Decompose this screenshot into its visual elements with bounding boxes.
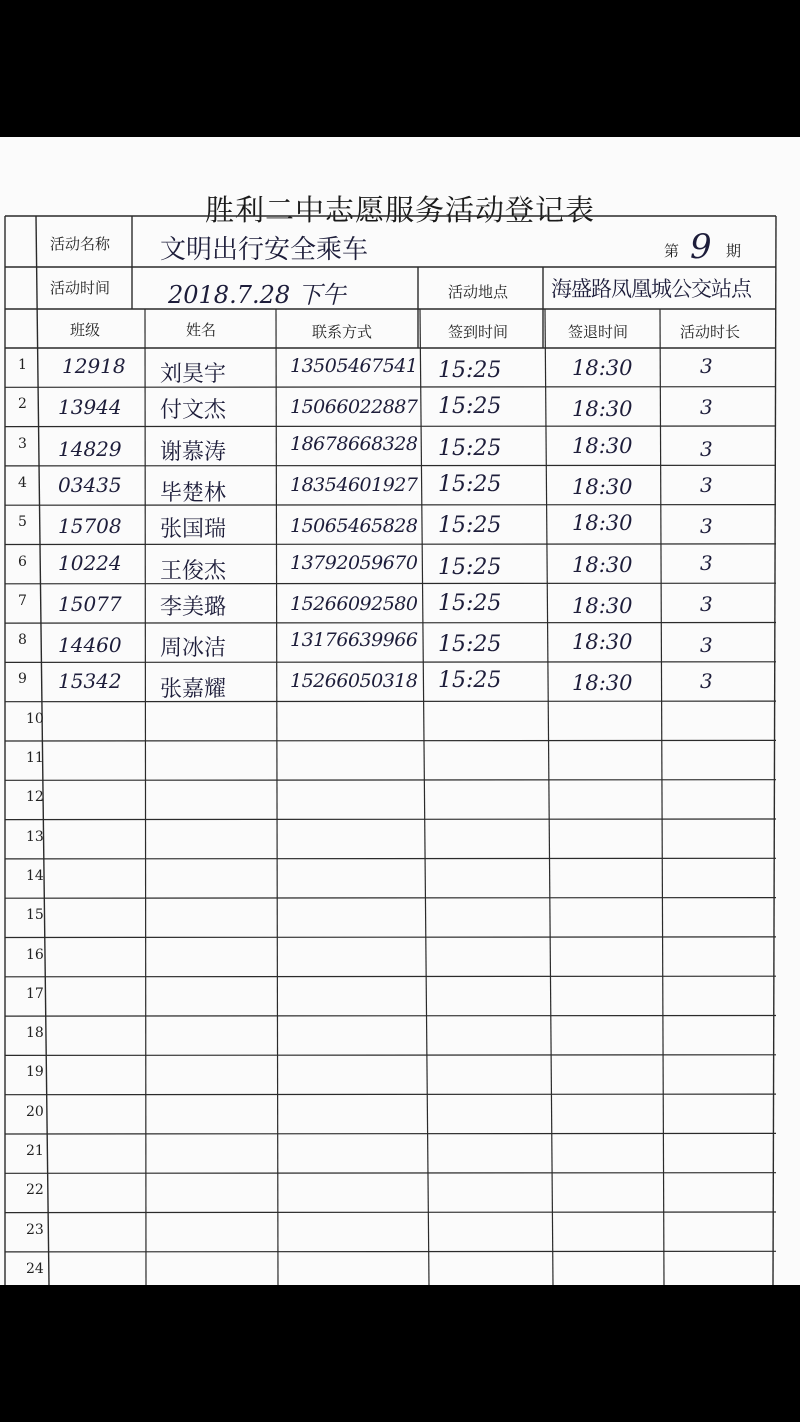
cell-name: 张嘉耀 xyxy=(160,677,227,703)
cell-sign-out: 18:30 xyxy=(572,356,633,380)
row-number: 2 xyxy=(18,396,27,413)
cell-name: 毕楚林 xyxy=(160,480,227,506)
registration-form-sheet xyxy=(0,137,800,1285)
cell-sign-in: 15:25 xyxy=(438,358,502,383)
cell-phone: 15065465828 xyxy=(290,515,418,538)
cell-phone: 13505467541 xyxy=(290,355,418,377)
cell-sign-out: 18:30 xyxy=(572,671,633,696)
cell-sign-in: 15:25 xyxy=(438,471,502,497)
cell-sign-out: 18:30 xyxy=(572,511,633,536)
cell-phone: 15266092580 xyxy=(290,592,418,615)
row-number: 12 xyxy=(26,789,44,806)
row-number: 7 xyxy=(18,592,27,609)
row-number: 16 xyxy=(26,946,44,963)
activity-name-label: 活动名称 xyxy=(50,235,111,253)
row-number: 1 xyxy=(18,357,27,373)
row-number: 6 xyxy=(18,553,27,570)
cell-phone: 18354601927 xyxy=(290,473,418,496)
row-number: 8 xyxy=(18,632,27,649)
cell-class: 03435 xyxy=(58,472,122,497)
cell-sign-out: 18:30 xyxy=(572,433,633,458)
cell-name: 周冰洁 xyxy=(160,636,227,662)
activity-time-label: 活动时间 xyxy=(50,279,111,297)
cell-class: 14460 xyxy=(58,633,122,658)
row-number: 19 xyxy=(26,1064,44,1081)
cell-name: 付文杰 xyxy=(160,398,227,424)
cell-duration: 3 xyxy=(700,591,713,616)
row-number: 22 xyxy=(26,1182,44,1199)
activity-time-value: 2018.7.28 下午 xyxy=(168,281,346,309)
activity-name-value: 文明出行安全乘车 xyxy=(160,235,369,265)
cell-duration: 3 xyxy=(700,472,713,497)
location-label: 活动地点 xyxy=(448,283,509,301)
row-number: 14 xyxy=(26,867,44,884)
cell-sign-out: 18:30 xyxy=(572,630,633,655)
cell-sign-in: 15:25 xyxy=(438,554,502,580)
row-number: 10 xyxy=(26,710,44,727)
cell-duration: 3 xyxy=(700,436,713,461)
cell-phone: 15066022887 xyxy=(290,396,418,419)
cell-sign-in: 15:25 xyxy=(438,394,502,420)
issue-number: 9 xyxy=(690,227,712,267)
cell-duration: 3 xyxy=(700,395,713,420)
column-header-duration: 活动时长 xyxy=(680,323,741,341)
cell-class: 14829 xyxy=(58,436,122,461)
cell-sign-out: 18:30 xyxy=(572,397,633,422)
row-number: 20 xyxy=(26,1103,44,1120)
cell-name: 李美璐 xyxy=(160,594,227,620)
column-header-sign-out: 签退时间 xyxy=(568,323,629,341)
cell-name: 谢慕涛 xyxy=(160,439,227,465)
issue-suffix: 期 xyxy=(726,242,742,260)
form-title: 胜利二中志愿服务活动登记表 xyxy=(204,193,595,227)
cell-name: 王俊杰 xyxy=(160,558,227,584)
cell-duration: 3 xyxy=(700,354,713,378)
table-grid xyxy=(0,137,800,1285)
cell-duration: 3 xyxy=(700,550,713,575)
cell-name: 张国瑞 xyxy=(160,517,227,543)
cell-phone: 18678668328 xyxy=(290,432,418,455)
column-header-sign-in: 签到时间 xyxy=(448,323,509,341)
row-number: 21 xyxy=(26,1143,44,1159)
cell-name: 刘昊宇 xyxy=(160,362,227,387)
row-number: 23 xyxy=(26,1221,44,1238)
cell-duration: 3 xyxy=(700,633,713,658)
row-number: 18 xyxy=(26,1025,44,1042)
row-number: 5 xyxy=(18,514,27,531)
cell-sign-in: 15:25 xyxy=(438,435,502,461)
cell-class: 12918 xyxy=(62,354,126,378)
cell-duration: 3 xyxy=(700,514,713,539)
cell-sign-in: 15:25 xyxy=(438,590,502,616)
cell-sign-out: 18:30 xyxy=(572,474,633,499)
column-header-class: 班级 xyxy=(70,321,101,339)
cell-sign-in: 15:25 xyxy=(438,632,502,658)
cell-class: 10224 xyxy=(58,550,122,575)
row-number: 17 xyxy=(26,985,44,1002)
row-number: 3 xyxy=(18,435,27,452)
row-number: 9 xyxy=(18,671,27,688)
cell-sign-out: 18:30 xyxy=(572,552,633,577)
location-value: 海盛路凤凰城公交站点 xyxy=(551,277,751,301)
row-number: 11 xyxy=(26,750,44,766)
column-header-phone: 联系方式 xyxy=(312,323,373,341)
row-number: 15 xyxy=(26,907,44,924)
cell-class: 15342 xyxy=(58,669,122,694)
cell-phone: 13792059670 xyxy=(290,551,418,574)
row-number: 4 xyxy=(18,474,27,491)
cell-duration: 3 xyxy=(700,669,713,694)
cell-class: 13944 xyxy=(58,395,122,420)
row-number: 24 xyxy=(26,1260,44,1277)
cell-sign-in: 15:25 xyxy=(438,668,502,694)
cell-phone: 13176639966 xyxy=(290,629,418,652)
cell-class: 15708 xyxy=(58,514,122,539)
cell-sign-out: 18:30 xyxy=(572,593,633,618)
cell-class: 15077 xyxy=(58,591,122,616)
column-header-name: 姓名 xyxy=(186,321,217,339)
row-number: 13 xyxy=(26,828,44,845)
cell-sign-in: 15:25 xyxy=(438,513,502,539)
issue-prefix: 第 xyxy=(664,242,680,260)
cell-phone: 15266050318 xyxy=(290,670,418,693)
